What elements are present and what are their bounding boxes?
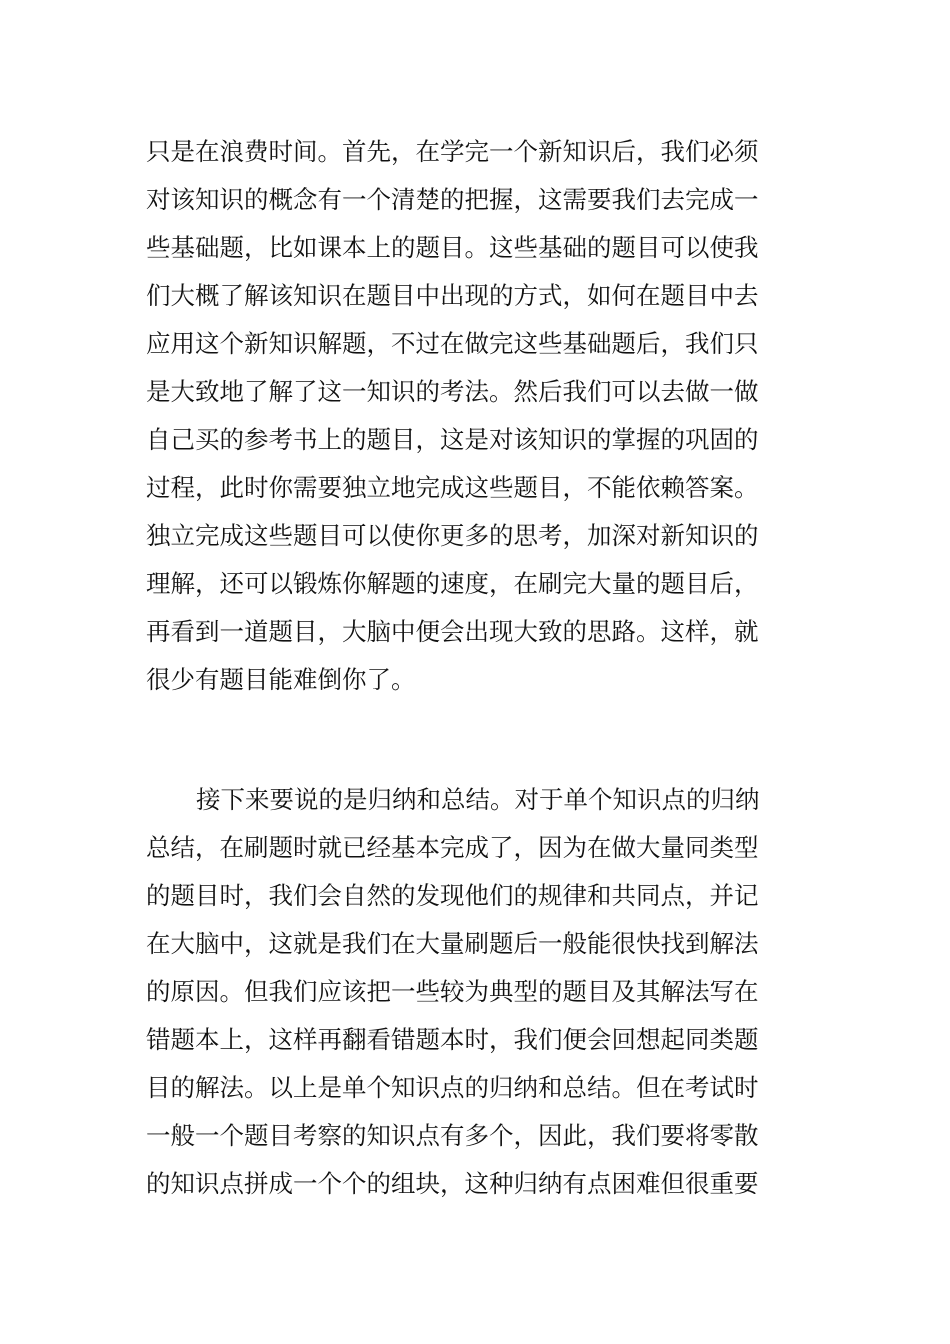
text-line: 应用这个新知识解题，不过在做完这些基础题后，我们只 — [146, 329, 759, 358]
text-line: 一般一个题目考察的知识点有多个，因此，我们要将零散 — [146, 1121, 759, 1150]
text-line: 在大脑中，这就是我们在大量刷题后一般能很快找到解法 — [146, 929, 759, 958]
text-line: 错题本上，这样再翻看错题本时，我们便会回想起同类题 — [146, 1025, 759, 1054]
text-line: 是大致地了解了这一知识的考法。然后我们可以去做一做 — [146, 377, 759, 406]
text-line: 过程，此时你需要独立地完成这些题目，不能依赖答案。 — [146, 473, 759, 502]
text-line: 对该知识的概念有一个清楚的把握，这需要我们去完成一 — [146, 185, 759, 214]
text-line: 的原因。但我们应该把一些较为典型的题目及其解法写在 — [146, 977, 759, 1006]
text-line: 些基础题，比如课本上的题目。这些基础的题目可以使我 — [146, 233, 759, 262]
text-line: 的题目时，我们会自然的发现他们的规律和共同点，并记 — [146, 881, 759, 910]
text-line: 的知识点拼成一个个的组块，这种归纳有点困难但很重要 — [146, 1169, 759, 1198]
text-line: 再看到一道题目，大脑中便会出现大致的思路。这样，就 — [146, 617, 759, 646]
text-line: 自己买的参考书上的题目，这是对该知识的掌握的巩固的 — [146, 425, 759, 454]
text-line: 目的解法。以上是单个知识点的归纳和总结。但在考试时 — [146, 1073, 759, 1102]
text-line-indented: 接下来要说的是归纳和总结。对于单个知识点的归纳 — [196, 785, 760, 814]
text-line: 们大概了解该知识在题目中出现的方式，如何在题目中去 — [146, 281, 759, 310]
text-line: 独立完成这些题目可以使你更多的思考，加深对新知识的 — [146, 521, 759, 550]
text-line: 理解，还可以锻炼你解题的速度，在刷完大量的题目后， — [146, 569, 759, 598]
text-line: 只是在浪费时间。首先，在学完一个新知识后，我们必须 — [146, 137, 759, 166]
text-line: 总结，在刷题时就已经基本完成了，因为在做大量同类型 — [146, 833, 759, 862]
text-line: 很少有题目能难倒你了。 — [146, 665, 416, 694]
